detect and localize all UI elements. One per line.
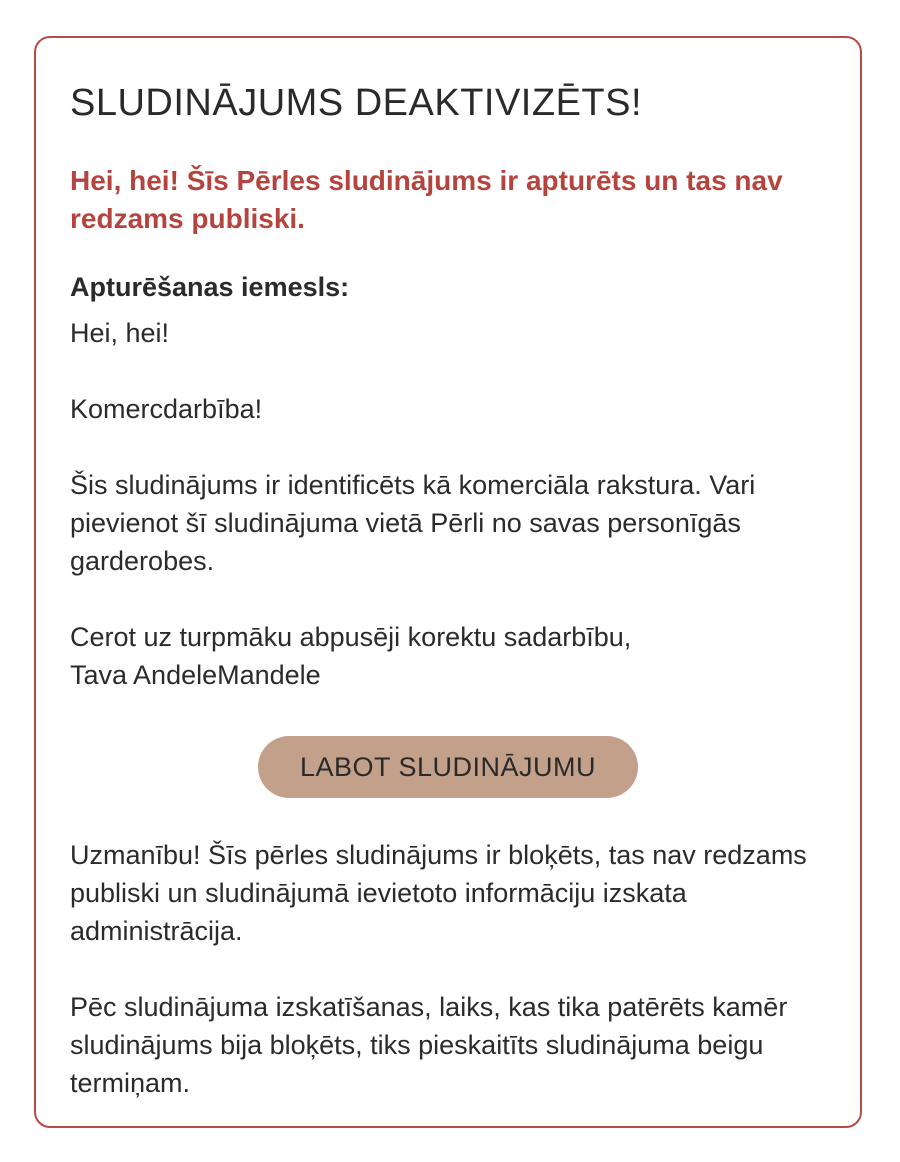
blocked-notice [70,836,826,1102]
reason-closing: Cerot uz turpmāku abpusēji korektu sadarbību, [70,622,632,652]
deactivation-alert: Hei, hei! Šīs Pērles sludinājums ir apturēts un tas nav redzams publiski. [70,165,783,234]
deactivated-listing-card [34,36,862,1128]
edit-listing-button[interactable]: LABOT SLUDINĀJUMU [258,736,638,798]
reason-explanation: Šis sludinājums ir identificēts kā komerciāla rakstura. Vari pievienot šī sludinājuma vietā Pērli no savas personīgās garderobes. [70,470,756,576]
notice-time-extension: Pēc sludinājuma izskatīšanas, laiks, kas tika patērēts kamēr sludinājums bija bloķēts, tiks pieskaitīts sludinājuma beigu termiņam. [70,992,788,1098]
page-title: SLUDINĀJUMS DEAKTIVIZĒTS! [70,82,643,124]
notice-review: Uzmanību! Šīs pērles sludinājums ir bloķēts, tas nav redzams publiski un sludinājumā ievietoto informāciju izskata administrācija. [70,840,807,946]
reason-signature: Tava AndeleMandele [70,660,321,690]
reason-greeting: Hei, hei! [70,318,170,348]
reason-signoff [70,618,826,694]
reason-label: Apturēšanas iemesls: [70,272,350,302]
button-row [70,736,826,798]
reason-headline: Komercdarbība! [70,394,263,424]
reason-message [70,314,826,694]
